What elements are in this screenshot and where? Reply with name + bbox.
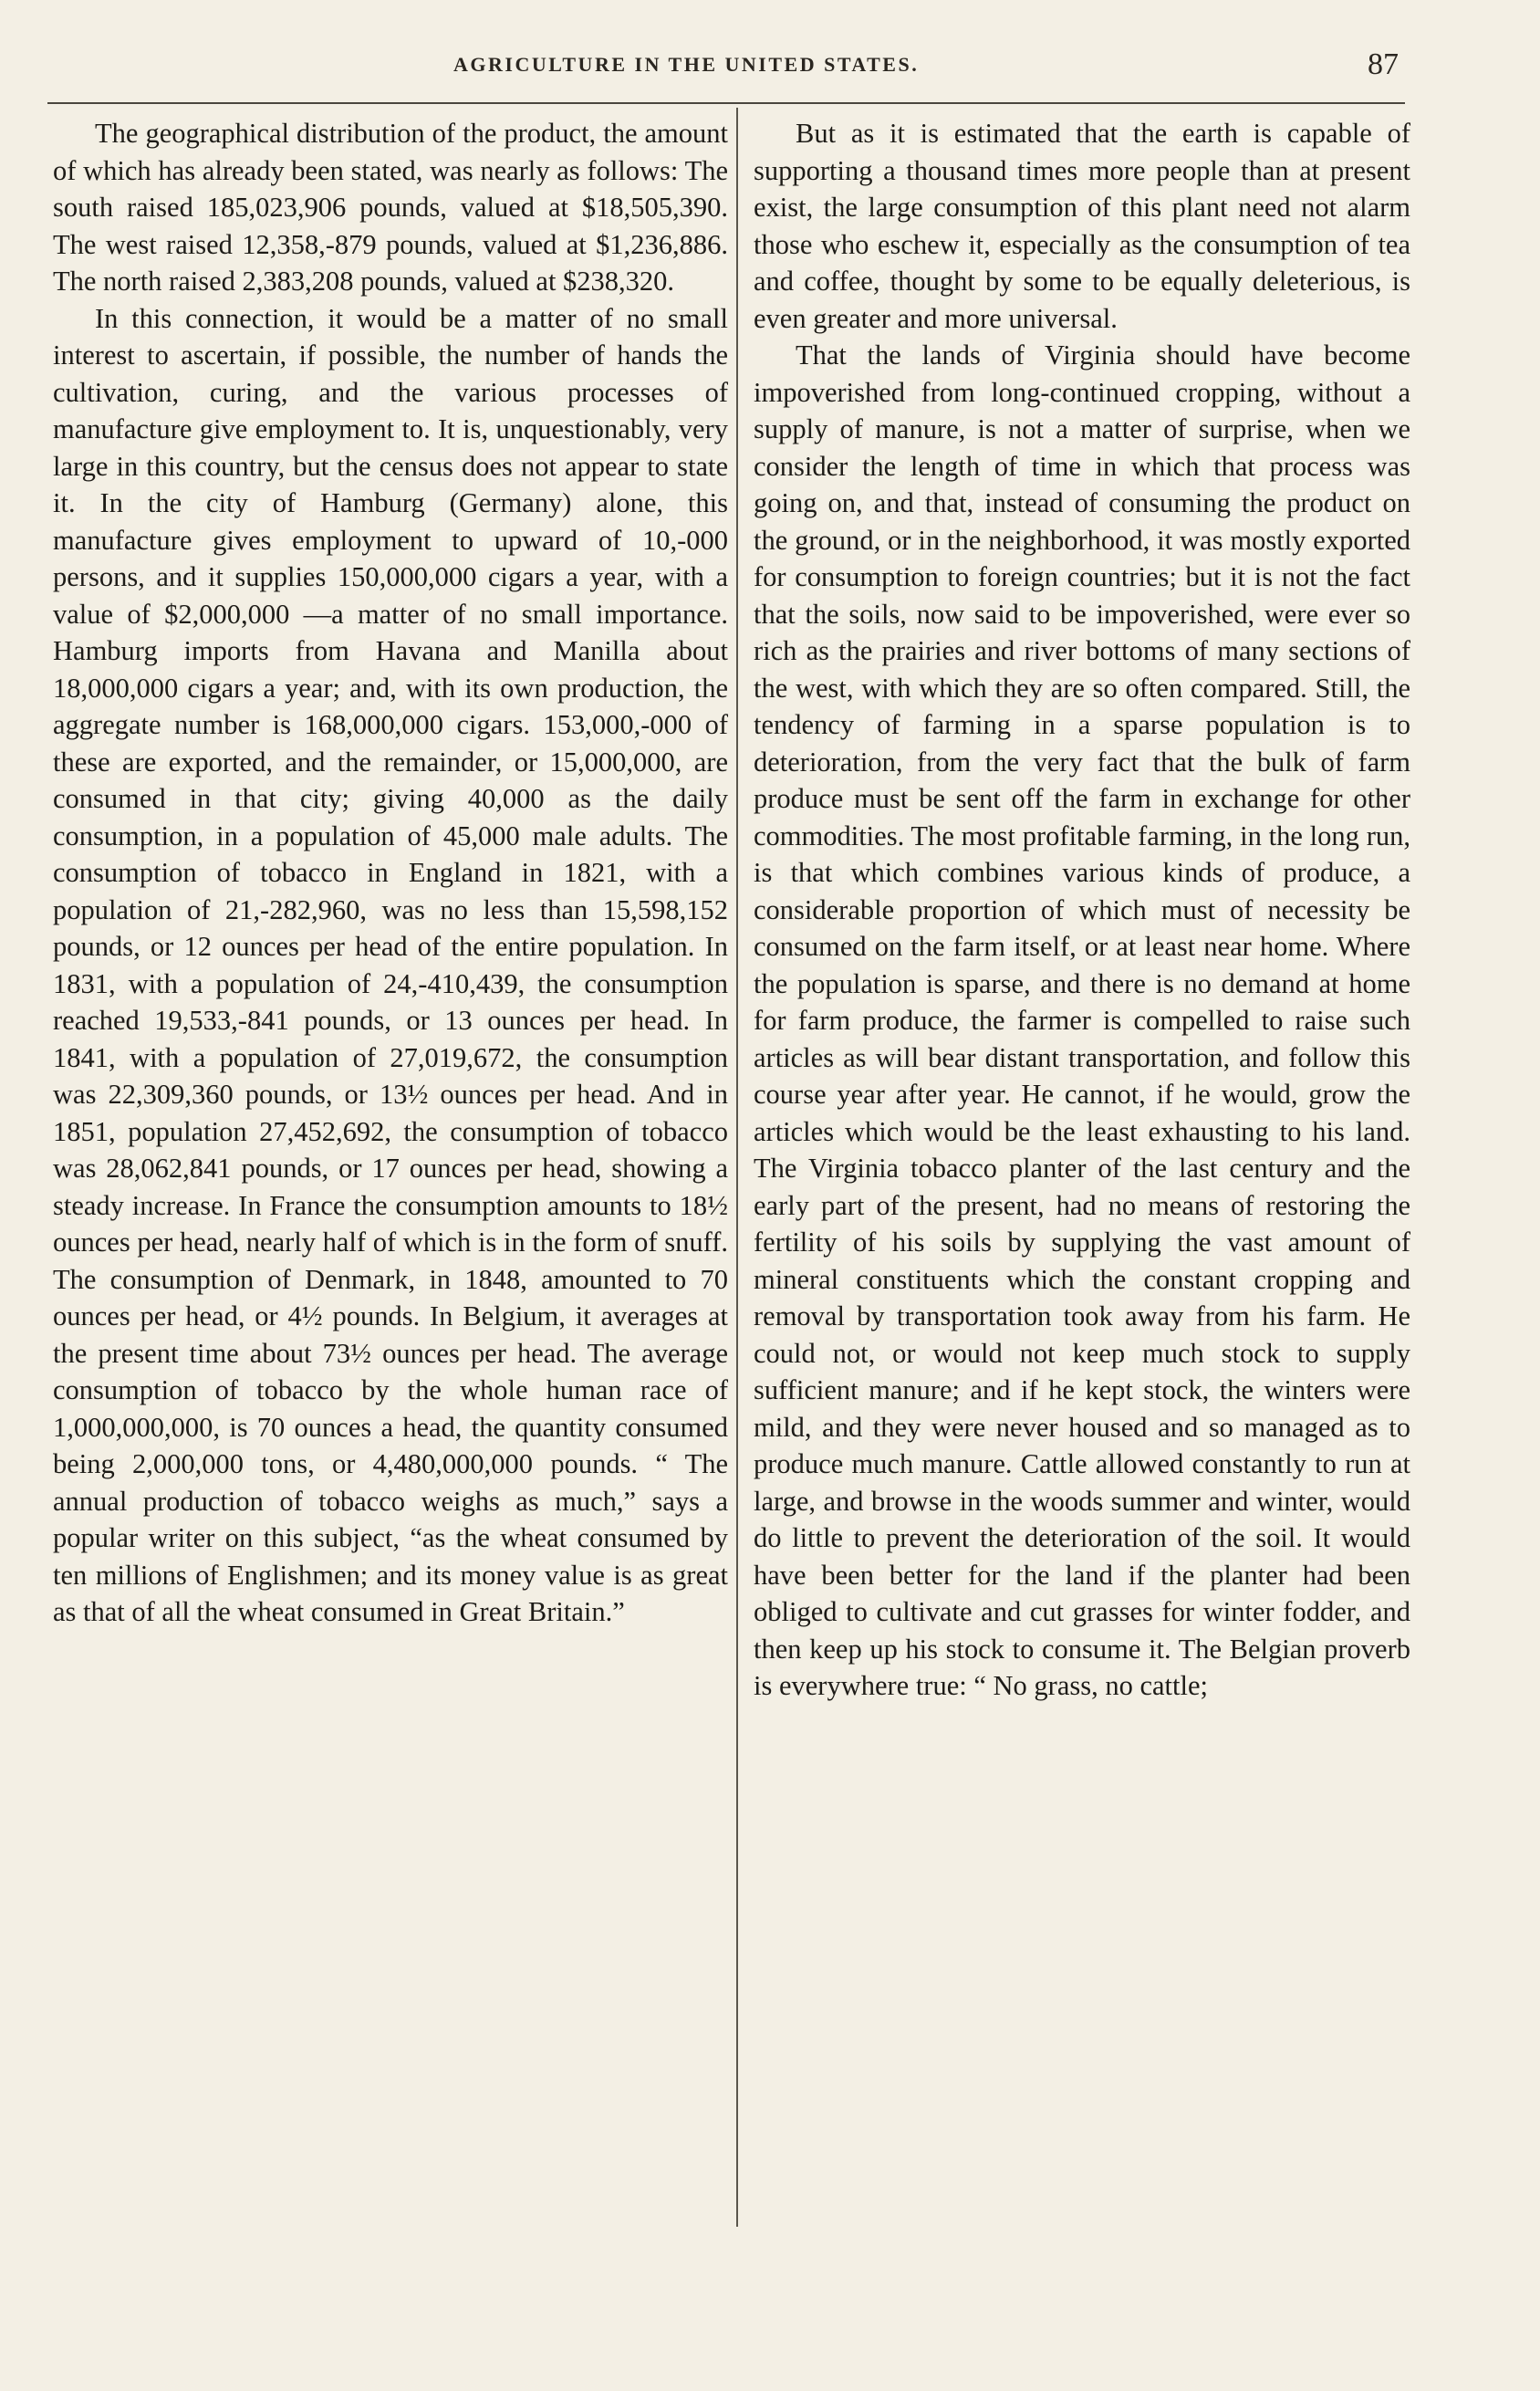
column-divider <box>736 108 738 2227</box>
left-column <box>53 115 728 1631</box>
page-number: 87 <box>1368 47 1399 81</box>
page-header <box>0 40 1540 95</box>
right-paragraph-2: That the lands of Virginia should have become impoverished from long-continued cropping, without a supply of manure, is not a matter of surprise, when we consider the length of time in which that process was going on, and that, instead of consuming the product on the ground, or in the neighborhood, it was mostly exported for consumption to foreign countries; but it is not the fact that the soils, now said to be impoverished, were ever so rich as the prairies and river bottoms of many sections of the west, with which they are so often compared. Still, the tendency of farming in a sparse population is to deterioration, from the very fact that the bulk of farm produce must be sent off the farm in exchange for other commodities. The most profitable farming, in the long run, is that which combines various kinds of produce, a considerable proportion of which must of necessity be consumed on the farm itself, or at least near home. Where the population is sparse, and there is no demand at home for farm produce, the farmer is compelled to raise such articles as will bear distant transportation, and follow this course year after year. He cannot, if he would, grow the articles which would be the least exhausting to his land. The Virginia tobacco planter of the last century and the early part of the present, had no means of restoring the fertility of his soils by supplying the vast amount of mineral constituents which the constant cropping and removal by transportation took away from his farm. He could not, or would not keep much stock to supply sufficient manure; and if he kept stock, the winters were mild, and they were never housed and so managed as to produce much manure. Cattle allowed constantly to run at large, and browse in the woods summer and winter, would do little to prevent the deterioration of the soil. It would have been better for the land if the planter had been obliged to cultivate and cut grasses for winter fodder, and then keep up his stock to consume it. The Belgian proverb is everywhere true: “ No grass, no cattle; <box>754 339 1410 1701</box>
running-head: AGRICULTURE IN THE UNITED STATES. <box>453 53 920 76</box>
right-column <box>754 115 1410 1705</box>
left-paragraph-1: The geographical distribution of the product, the amount of which has already been stated, was nearly as follows: The south raised 185,023,906 pounds, valued at $18,505,390. The west raised 12,358,-879 pounds, valued at $1,236,886. The north raised 2,383,208 pounds, valued at $238,320. <box>53 118 728 297</box>
left-paragraph-2: In this connection, it would be a matter of no small interest to ascertain, if possible, the number of hands the cultivation, curing, and the various processes of manufacture give employment to. It is, unquestionably, very large in this country, but the census does not appear to state it. In the city of Hamburg (Germany) alone, this manufacture gives employment to upward of 10,-000 persons, and it supplies 150,000,000 cigars a year, with a value of $2,000,000 —a matter of no small importance. Hamburg imports from Havana and Manilla about 18,000,000 cigars a year; and, with its own production, the aggregate number is 168,000,000 cigars. 153,000,-000 of these are exported, and the remainder, or 15,000,000, are consumed in that city; giving 40,000 as the daily consumption, in a population of 45,000 male adults. The consumption of tobacco in England in 1821, with a population of 21,-282,960, was no less than 15,598,152 pounds, or 12 ounces per head of the entire population. In 1831, with a population of 24,-410,439, the consumption reached 19,533,-841 pounds, or 13 ounces per head. In 1841, with a population of 27,019,672, the consumption was 22,309,360 pounds, or 13½ ounces per head. And in 1851, population 27,452,692, the consumption of tobacco was 28,062,841 pounds, or 17 ounces per head, showing a steady increase. In France the consumption amounts to 18½ ounces per head, nearly half of which is in the form of snuff. The consumption of Denmark, in 1848, amounted to 70 ounces per head, or 4½ pounds. In Belgium, it averages at the present time about 73½ ounces per head. The average consumption of tobacco by the whole human race of 1,000,000,000, is 70 ounces a head, the quantity consumed being 2,000,000 tons, or 4,480,000,000 pounds. “ The annual production of tobacco weighs as much,” says a popular writer on this subject, “as the wheat consumed by ten millions of Englishmen; and its money value is as great as that of all the wheat consumed in Great Britain.” <box>53 302 728 1627</box>
header-rule <box>47 102 1405 104</box>
right-paragraph-1: But as it is estimated that the earth is capable of supporting a thousand times more people than at present exist, the large consumption of this plant need not alarm those who eschew it, especially as the consumption of tea and coffee, thought by some to be equally deleterious, is even greater and more universal. <box>754 118 1410 334</box>
